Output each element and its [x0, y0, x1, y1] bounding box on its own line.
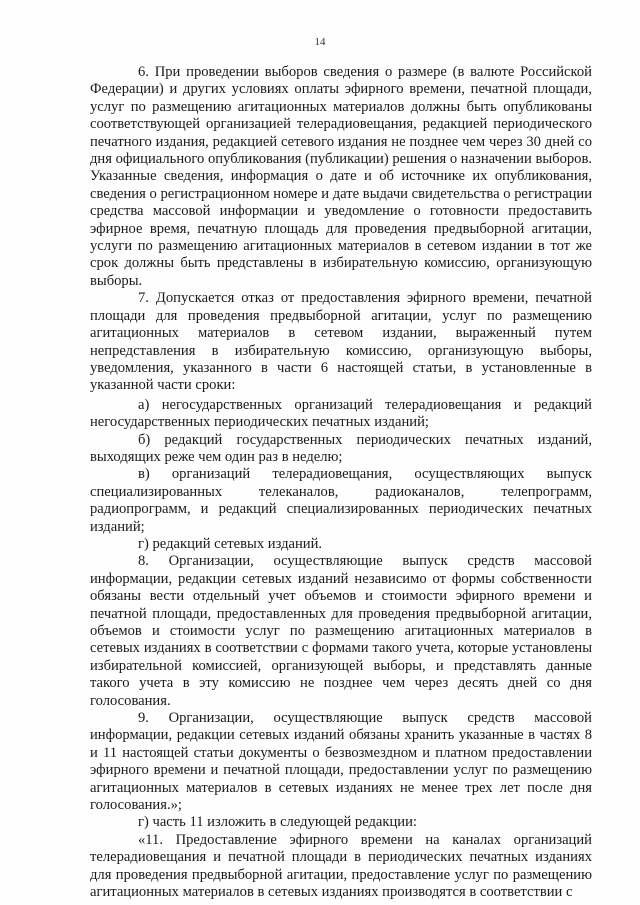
list-item-b: б) редакций государственных периодических печатных изданий, выходящих реже чем один раз в неделю; — [90, 431, 592, 465]
list-item-a: а) негосударственных организаций телерадиовещания и редакций негосударственных периодических печатных изданий; — [90, 396, 592, 431]
amendment-instruction: г) часть 11 изложить в следующей редакции: — [138, 814, 417, 831]
document-body — [90, 64, 592, 902]
paragraph-part-11: «11. Предоставление эфирного времени на каналах организаций телерадиовещания и печатной площади в периодических печатных изданиях для проведения предвыборной агитации, предоставление услуг по размещению агитационных материалов в сетевых изданиях производятся в соответствии с — [90, 831, 592, 901]
list-item-g: г) редакций сетевых изданий. — [138, 535, 323, 552]
paragraph-part-7: 7. Допускается отказ от предоставления эфирного времени, печатной площади для проведения предвыборной агитации, услуг по размещению агитационных материалов в сетевом издании, выраженный путем непредставления в избирательную комиссию, организующую выборы, уведомления, указанного в части 6 настоящей статьи, в установленные в указанной части сроки: — [90, 290, 592, 394]
list-item-v: в) организаций телерадиовещания, осуществляющих выпуск специализированных телеканалов, радиоканалов, телепрограмм, радиопрограмм, и редакций специализированных периодических печатных изданий; — [90, 466, 592, 535]
paragraph-part-6: 6. При проведении выборов сведения о размере (в валюте Российской Федерации) и других условиях оплаты эфирного времени, печатной площади, услуг по размещению агитационных материалов должны быть опубликованы соответствующей организацией телерадиовещания, редакцией периодического печатного издания, редакцией сетевого издания не позднее чем через 30 дней со дня официального опубликования (публикации) решения о назначении выборов. Указанные сведения, информация о дате и об источнике их опубликования, сведения о регистрационном номере и дате выдачи свидетельства о регистрации средства массовой информации и уведомление о готовности предоставить эфирное время, печатную площадь для проведения предвыборной агитации, услуги по размещению агитационных материалов в сетевом издании в тот же срок должны быть представлены в избирательную комиссию, организующую выборы. — [90, 64, 592, 289]
paragraph-part-9: 9. Организации, осуществляющие выпуск средств массовой информации, редакции сетевых изданий обязаны хранить указанные в частях 8 и 11 настоящей статьи документы о безвозмездном и платном предоставлении эфирного времени и печатной площади, предоставлении услуг по размещению агитационных материалов в сетевых изданиях не менее трех лет после дня голосования.»; — [90, 710, 592, 814]
page-number: 14 — [314, 36, 326, 48]
paragraph-part-8: 8. Организации, осуществляющие выпуск средств массовой информации, редакции сетевых изданий независимо от формы собственности обязаны вести отдельный учет объемов и стоимости эфирного времени и печатной площади, предоставленных для проведения предвыборной агитации, объемов и стоимости услуг по размещению агитационных материалов в сетевых изданиях в соответствии с формами такого учета, которые установлены избирательной комиссией, организующей выборы, и представлять данные такого учета в эту комиссию не позднее чем через десять дней со дня голосования. — [90, 553, 592, 709]
